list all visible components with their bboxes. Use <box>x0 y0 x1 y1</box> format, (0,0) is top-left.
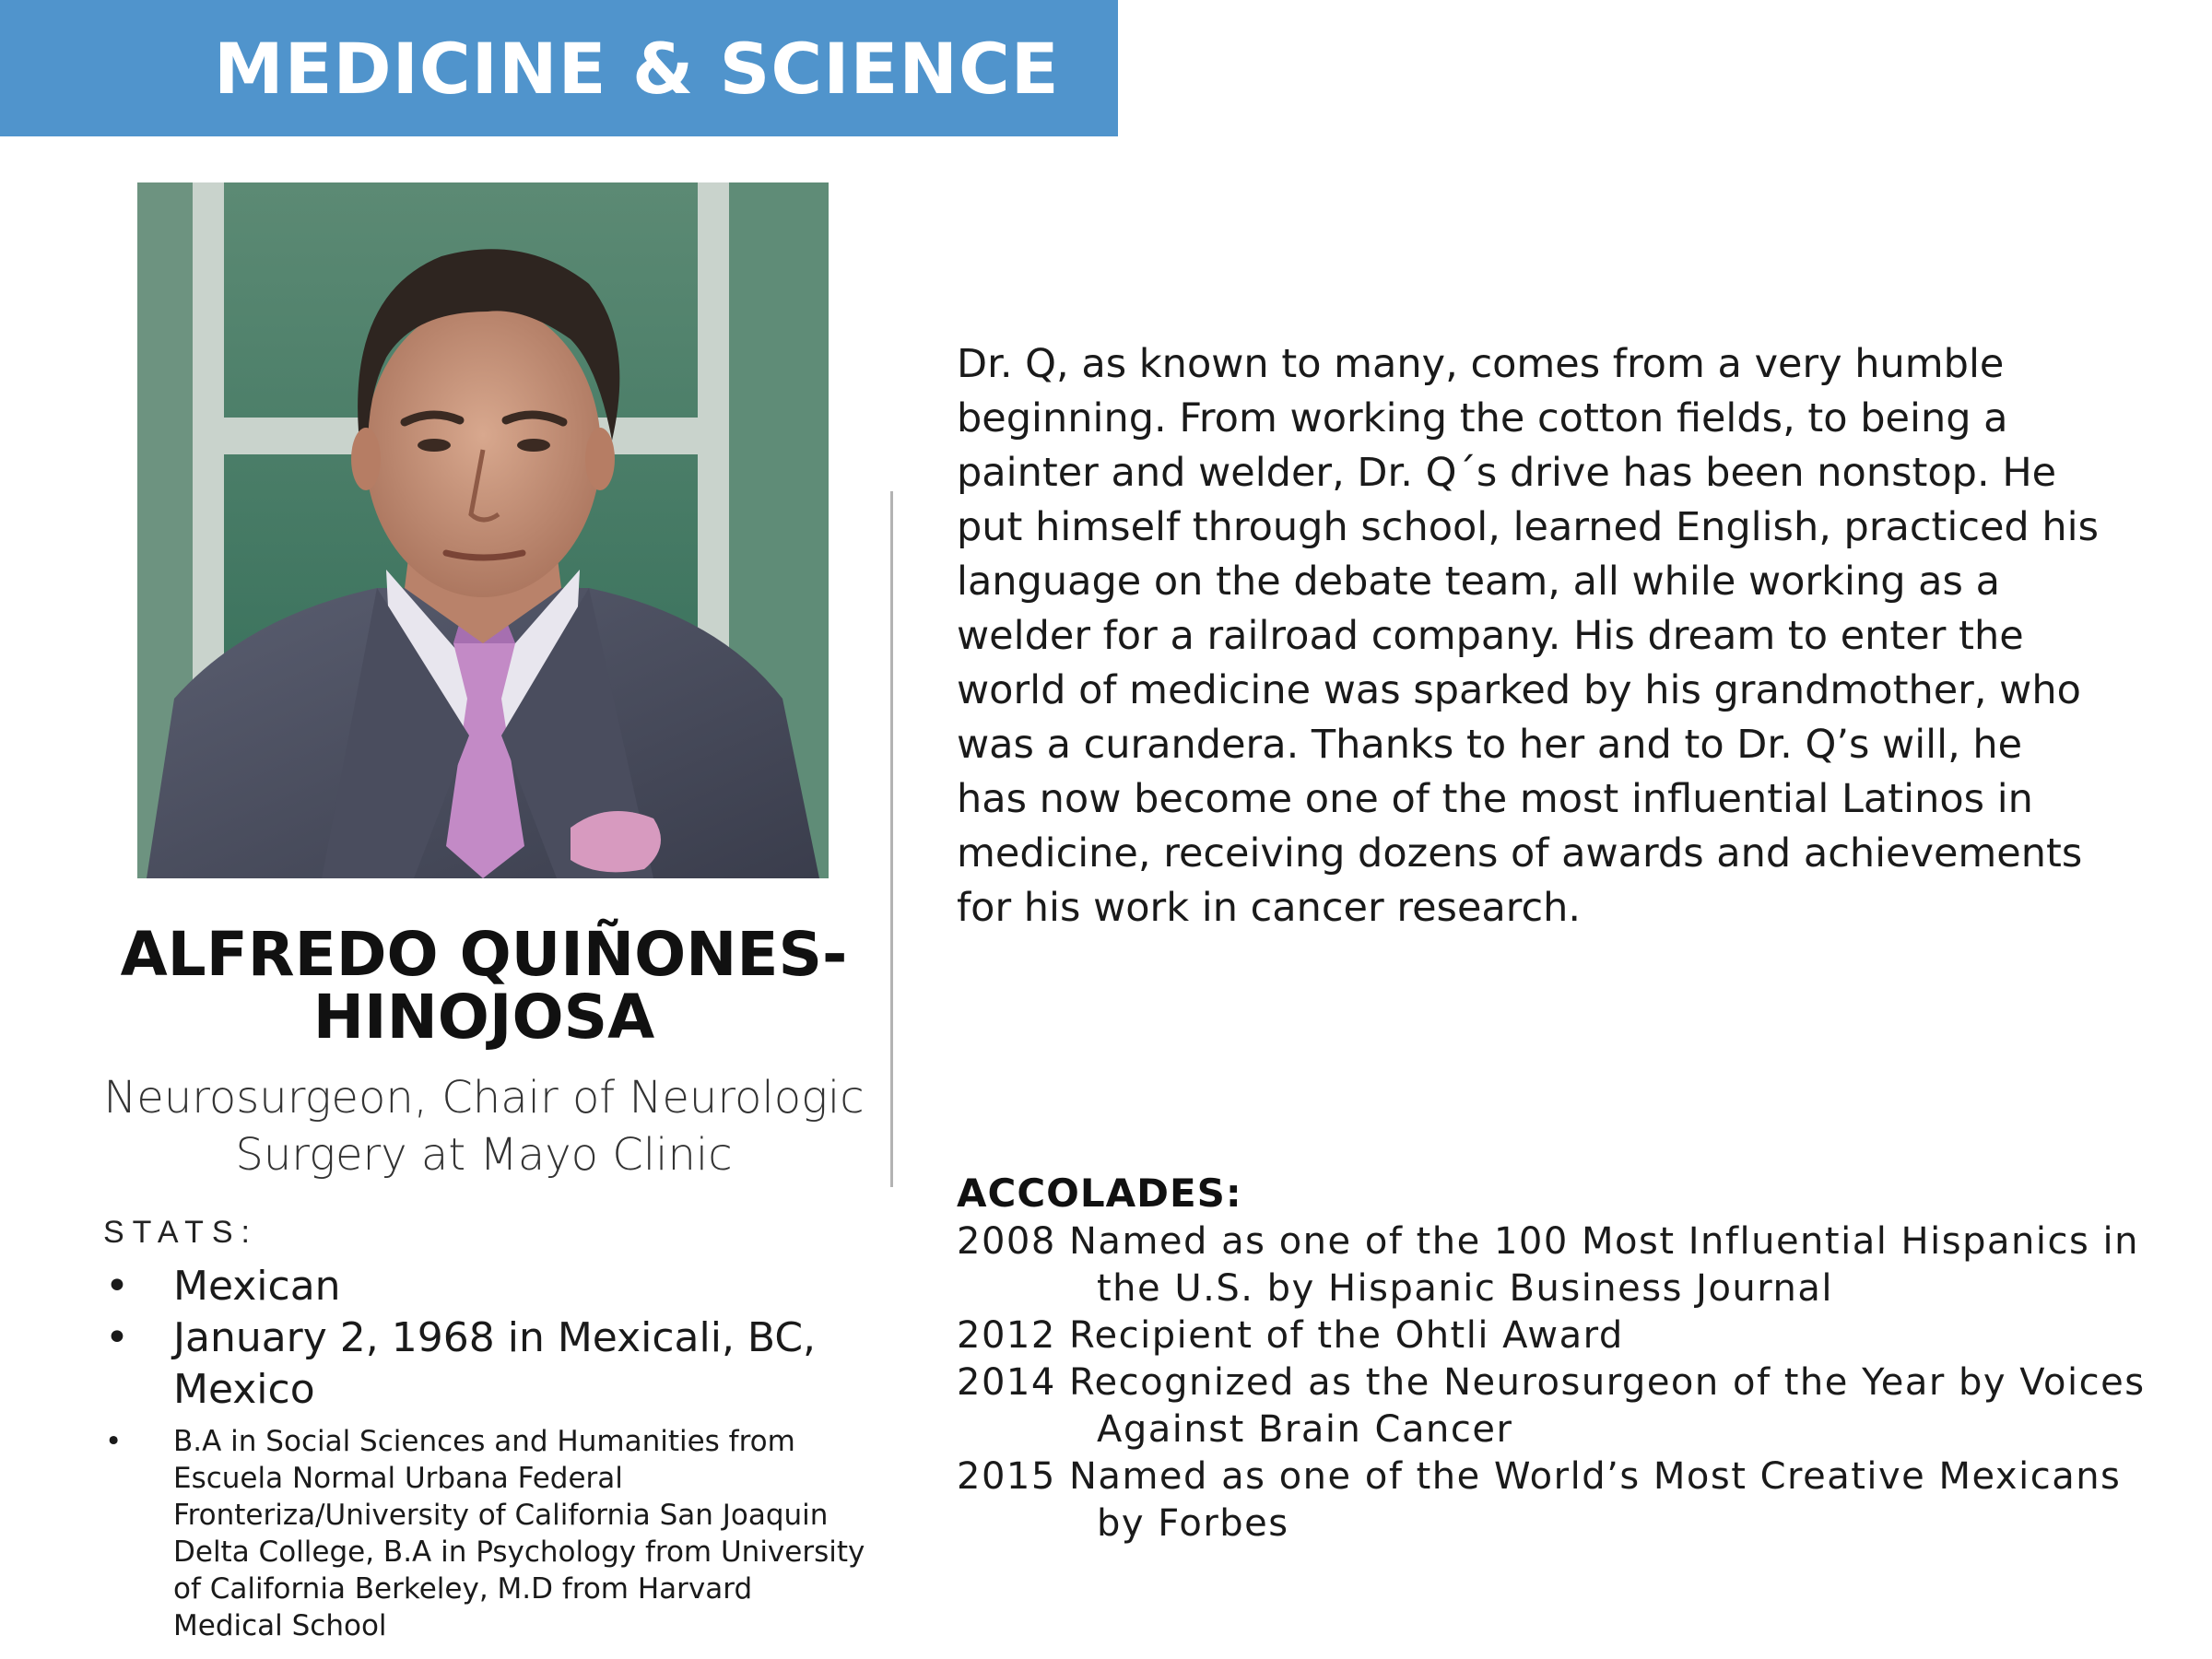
stat-birth: • January 2, 1968 in Mexicali, BC, Mexico <box>103 1312 868 1416</box>
person-name-line2: HINOJOSA <box>312 982 655 1053</box>
biography-text: Dr. Q, as known to many, comes from a very humble beginning. From working the cotton fields, to being a painter and welder, Dr. Q´s drive has been nonstop. He put himself through school, learned English, practiced his language on the debate team, all while working as a welder for a railroad company. His dream to enter the world of medicine was sparked by his grandmother, who was a curandera. Thanks to her and to Dr. Q’s will, he has now become one of the most influential Latinos in medicine, receiving dozens of awards and achievements for his work in cancer research. <box>957 341 2099 931</box>
portrait-photo <box>137 182 829 878</box>
person-role-line2: Surgery at Mayo Clinic <box>235 1129 733 1181</box>
stats-list <box>103 1261 868 1644</box>
accolades-title: ACCOLADES: <box>957 1171 1242 1216</box>
accolades-list <box>957 1218 2155 1547</box>
stat-education: • B.A in Social Sciences and Humanities from Escuela Normal Urbana Federal Fronteriza/University of California San Joaquin Delta College, B.A in Psychology from University of California Berkeley, M.D from Harvard Medical School <box>103 1423 868 1644</box>
accolade-item: 2015 Named as one of the World’s Most Creative Mexicans by Forbes <box>957 1455 2122 1545</box>
person-name-line1: ALFREDO QUIÑONES- <box>120 919 848 990</box>
person-role-line1: Neurosurgeon, Chair of Neurologic <box>103 1072 865 1124</box>
stats-label: STATS: <box>103 1215 258 1250</box>
accolade-item: 2012 Recipient of the Ohtli Award <box>957 1314 1624 1357</box>
stat-nationality: • Mexican <box>103 1261 868 1312</box>
accolade-item: 2008 Named as one of the 100 Most Influential Hispanics in the U.S. by Hispanic Business Journal <box>957 1220 2139 1310</box>
accolade-item: 2014 Recognized as the Neurosurgeon of the Year by Voices Against Brain Cancer <box>957 1361 2146 1451</box>
section-title: MEDICINE & SCIENCE <box>214 28 1060 110</box>
person-role <box>74 1069 894 1183</box>
section-banner <box>0 0 1118 136</box>
portrait-image <box>137 182 829 878</box>
person-name <box>74 919 894 1053</box>
